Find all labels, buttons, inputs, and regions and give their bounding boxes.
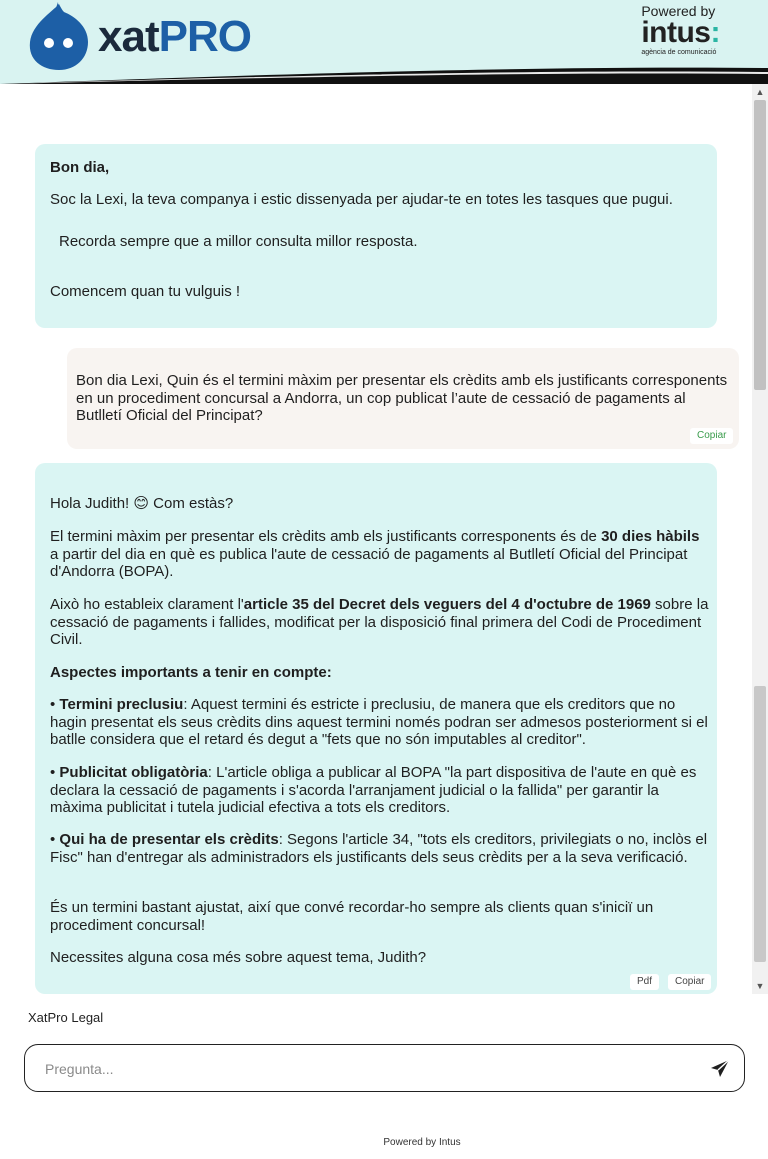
- intus-logo: [641, 18, 720, 48]
- chat-drop-icon: [28, 2, 90, 72]
- bullet-1-text: : Aquest termini és estricte i preclusiu, de manera que els creditors que no hagin presentat els seus crèdits dins aquest termini només podran ser admesos posteriorment si el batlle considera que el retard és degut a "fets que no són imputables al creditor".: [50, 696, 708, 748]
- bot-message: [35, 144, 717, 328]
- intus-brand-text: intus: [641, 16, 711, 49]
- question-input[interactable]: [43, 1055, 667, 1083]
- bot-start: Comencem quan tu vulguis !: [50, 283, 241, 300]
- bullet-2-title: Publicitat obligatòria: [59, 764, 208, 781]
- bot-message: [35, 463, 717, 994]
- powered-by-label: Powered by: [641, 3, 716, 19]
- p1-text-end: a partir del dia en què es publica l'aute de cessació de pagaments al Butlletí Oficial del Principat d'Andorra (BOPA).: [50, 545, 688, 580]
- bullet-1: [50, 696, 710, 749]
- bot-hello: Hola Judith! 😊 Com estàs?: [50, 495, 234, 512]
- bullet-dot: •: [50, 764, 60, 781]
- bullet-3-text: : Segons l'article 34, "tots els creditors, privilegiats o no, inclòs el Fisc" han d'entregar als administradors els justificants dels seus crèdits per a la seva verificació.: [50, 831, 708, 866]
- bot-closing: És un termini bastant ajustat, així que convé recordar-ho sempre als clients quan s'iniciï un procediment concursal!: [50, 899, 654, 934]
- footer-powered-by: Powered by Intus: [383, 1137, 461, 1148]
- bot-question: Necessites alguna cosa més sobre aquest tema, Judith?: [50, 949, 427, 966]
- bullet-2: [50, 764, 710, 817]
- bot-greeting: Bon dia,: [50, 159, 110, 176]
- chat-scroll-area[interactable]: [0, 84, 752, 994]
- chat-scrollbar[interactable]: [752, 84, 768, 994]
- send-icon[interactable]: [708, 1057, 732, 1081]
- intus-tagline: agència de comunicació: [641, 49, 717, 56]
- user-question: Bon dia Lexi, Quin és el termini màxim per presentar els crèdits amb els justificants corresponents en un procediment concursal a Andorra, un cop publicat l’aute de cessació de pagaments al Butlletí Oficial del Principat?: [76, 372, 728, 424]
- bullet-3: [50, 831, 710, 866]
- aspects-heading: Aspectes importants a tenir en compte:: [50, 664, 332, 681]
- logo-wordmark: [98, 12, 251, 61]
- p1-text: El termini màxim per presentar els crèdits amb els justificants corresponents és de: [50, 528, 602, 545]
- p2-text-end: sobre la cessació de pagaments i fallides, modificat per la disposició final primera del Codi de Procediment Civil.: [50, 596, 709, 648]
- bullet-3-title: Qui ha de presentar els crèdits: [59, 831, 279, 848]
- bullet-1-title: Termini preclusiu: [59, 696, 184, 713]
- app-header: [0, 0, 768, 84]
- bullet-2-text: : L'article obliga a publicar al BOPA "la part dispositiva de l'aute en què es declara la cessació de pagaments i s'acorda l'arranjament judicial o la fallida" per garantir la màxima publicitat i tutela judicial efectiva a tots els creditors.: [50, 764, 697, 816]
- p2-bold: article 35 del Decret dels veguers del 4 d'octubre de 1969: [243, 596, 651, 613]
- bullet-dot: •: [50, 831, 60, 848]
- powered-by-intus: [641, 4, 720, 56]
- scroll-up-arrow[interactable]: ▲: [755, 87, 765, 97]
- scroll-thumb[interactable]: [754, 100, 766, 390]
- question-input-box[interactable]: [24, 1044, 745, 1092]
- app-name-label: XatPro Legal: [28, 1010, 104, 1025]
- intus-dots: :: [710, 16, 720, 49]
- copy-button[interactable]: Copiar: [690, 428, 733, 444]
- scroll-down-arrow[interactable]: ▼: [755, 981, 765, 991]
- user-message: [67, 348, 739, 449]
- logo-xat: xat: [98, 12, 159, 61]
- pdf-button[interactable]: Pdf: [630, 974, 659, 990]
- bot-paragraph-2: [50, 596, 710, 649]
- bot-intro: Soc la Lexi, la teva companya i estic dissenyada per ajudar-te en totes les tasques que pugui.: [50, 191, 673, 208]
- p2-text: Això ho estableix clarament l': [50, 596, 244, 613]
- xatpro-logo[interactable]: [28, 2, 251, 72]
- scroll-thumb-lower[interactable]: [754, 686, 766, 962]
- bot-paragraph-1: [50, 528, 710, 581]
- copy-button[interactable]: Copiar: [668, 974, 711, 990]
- logo-pro: PRO: [158, 12, 251, 61]
- bullet-dot: •: [50, 696, 60, 713]
- p1-bold: 30 dies hàbils: [601, 528, 700, 545]
- bot-tip: Recorda sempre que a millor consulta millor resposta.: [59, 233, 418, 250]
